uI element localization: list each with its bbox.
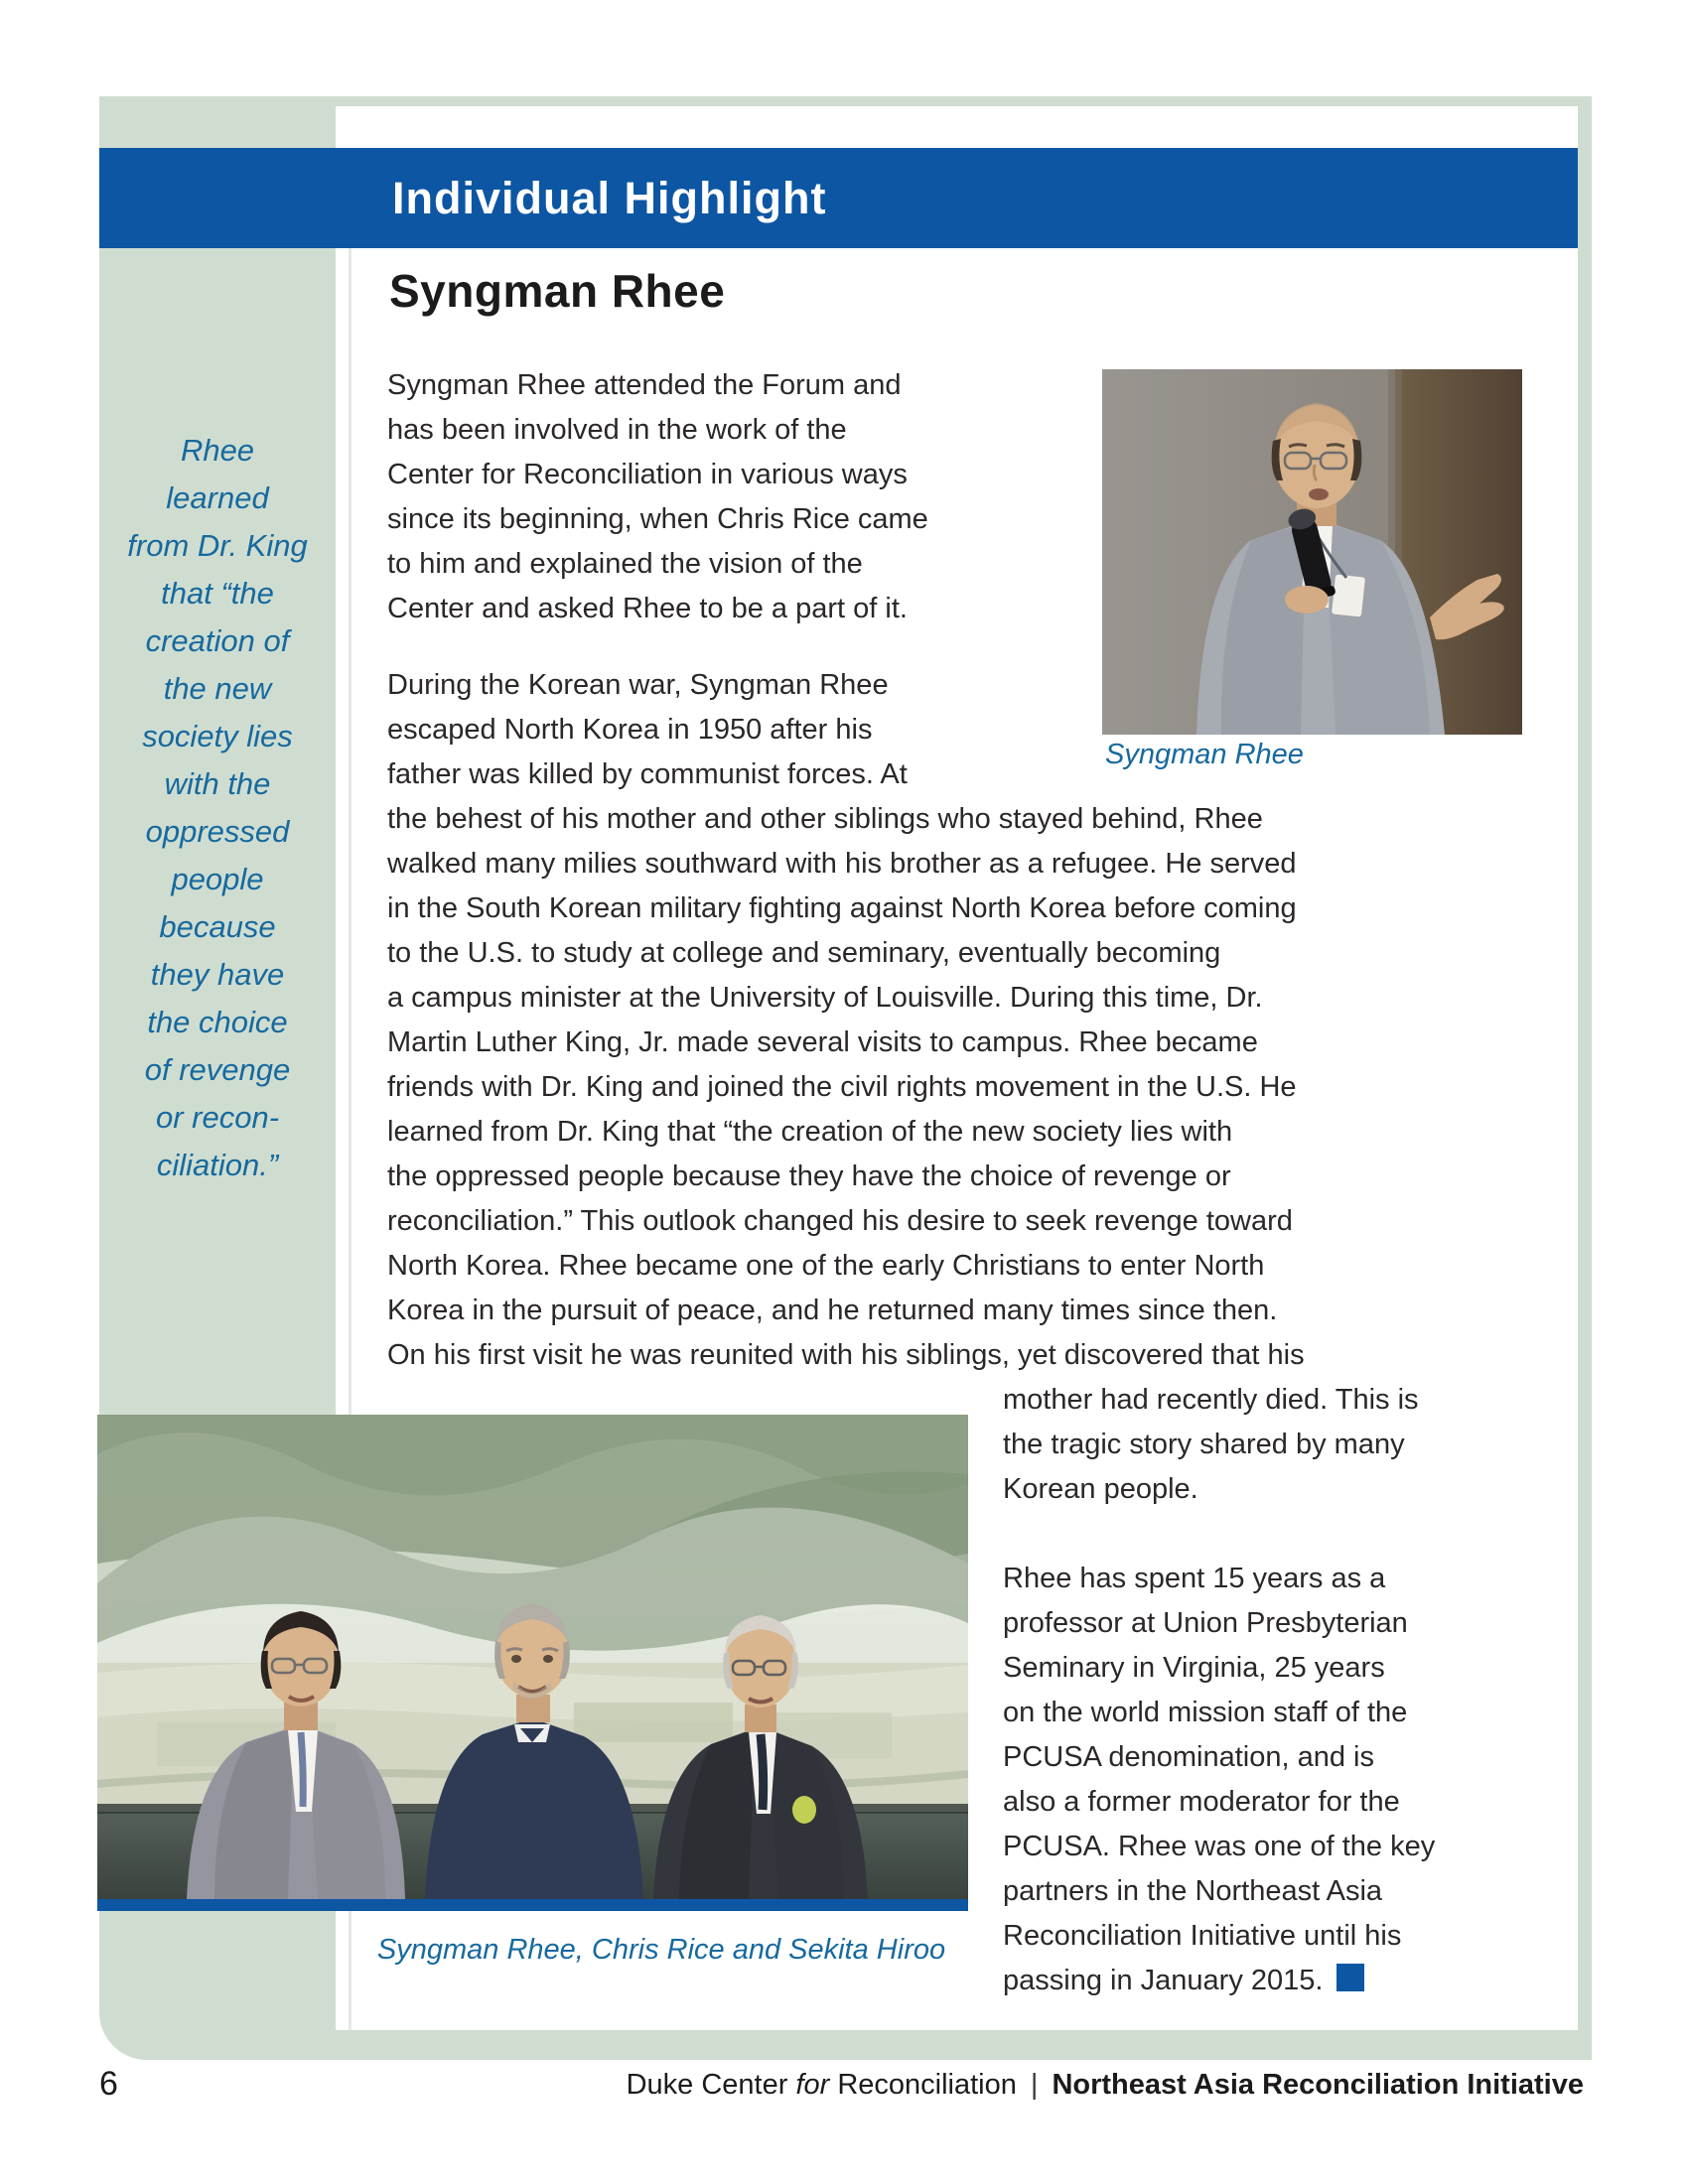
text-line: North Korea. Rhee became one of the early Christians to enter North — [387, 1250, 1265, 1282]
text-line: PCUSA. Rhee was one of the key — [1003, 1831, 1436, 1862]
text-line: has been involved in the work of the — [387, 414, 847, 446]
text-line: or recon- — [155, 1100, 280, 1135]
frame-top-strip — [336, 96, 1592, 106]
text-line: society lies — [142, 719, 293, 753]
frame-bottom-strip — [336, 2030, 1592, 2060]
footer-brand-post: Reconciliation — [829, 2069, 1017, 2101]
column-2-paragraph-1 — [1003, 1378, 1559, 1512]
section-header-bar — [99, 148, 1578, 248]
text-line: creation of — [145, 623, 290, 658]
text-line: the behest of his mother and other siblings who stayed behind, Rhee — [387, 803, 1263, 835]
text-line: a campus minister at the University of Louisville. During this time, Dr. — [387, 982, 1263, 1014]
end-mark-square — [1336, 1964, 1364, 1991]
text-line: Seminary in Virginia, 25 years — [1003, 1652, 1385, 1684]
text-line: because — [159, 909, 276, 944]
footer-separator: | — [1030, 2069, 1039, 2101]
text-line: the tragic story shared by many — [1003, 1429, 1405, 1460]
section-title: Individual Highlight — [392, 173, 827, 223]
text-line: the new — [163, 671, 272, 706]
footer-initiative: Northeast Asia Reconciliation Initiative — [1052, 2069, 1584, 2101]
text-line: friends with Dr. King and joined the civil rights movement in the U.S. He — [387, 1071, 1297, 1103]
page-number: 6 — [99, 2065, 118, 2103]
text-line: learned from Dr. King that “the creation of the new society lies with — [387, 1116, 1233, 1148]
group-photo-illustration — [97, 1415, 968, 1899]
text-line: mother had recently died. This is — [1003, 1384, 1419, 1416]
text-line: On his first visit he was reunited with his siblings, yet discovered that his — [387, 1339, 1305, 1371]
text-line: from Dr. King — [127, 528, 308, 563]
text-line: Center for Reconciliation in various ways — [387, 459, 908, 490]
frame-right-strip — [1578, 96, 1592, 2060]
text-line: Rhee — [180, 433, 255, 468]
footer-brand-for: for — [795, 2069, 830, 2101]
text-line: father was killed by communist forces. At — [387, 758, 908, 790]
photo-syngman-rhee-speaking — [1102, 369, 1522, 735]
text-line: walked many milies southward with his brother as a refugee. He served — [387, 848, 1297, 880]
paragraph-2-wide — [387, 797, 1578, 1378]
photo-caption-top: Syngman Rhee — [1105, 739, 1304, 770]
text-line: learned — [166, 480, 269, 515]
text-line: PCUSA denomination, and is — [1003, 1741, 1374, 1773]
photo-rhee-rice-hiroo — [97, 1415, 968, 1899]
text-line: people — [171, 862, 264, 896]
text-line: the oppressed people because they have the choice of revenge or — [387, 1160, 1231, 1192]
text-line: partners in the Northeast Asia — [1003, 1875, 1383, 1907]
text-line: they have — [150, 957, 285, 992]
paragraph-2-narrow — [387, 663, 1102, 797]
text-line: since its beginning, when Chris Rice came — [387, 503, 928, 535]
article-title: Syngman Rhee — [389, 265, 726, 317]
text-line: Reconciliation Initiative until his — [1003, 1920, 1402, 1952]
text-line: Syngman Rhee attended the Forum and — [387, 369, 902, 401]
text-line: Rhee has spent 15 years as a — [1003, 1563, 1386, 1594]
text-line: also a former moderator for the — [1003, 1786, 1400, 1818]
text-line: Korean people. — [1003, 1473, 1198, 1505]
footer-brand-pre: Duke Center — [626, 2069, 796, 2101]
text-line: Center and asked Rhee to be a part of it. — [387, 593, 908, 624]
text-line: Korea in the pursuit of peace, and he returned many times since then. — [387, 1295, 1278, 1326]
text-line: oppressed — [145, 814, 290, 849]
text-line: ciliation.” — [156, 1148, 279, 1182]
column-2-paragraph-2 — [1003, 1557, 1559, 1959]
speaker-photo-illustration — [1102, 369, 1522, 735]
footer-brand-line — [298, 2069, 1584, 2102]
photo-caption-bottom: Syngman Rhee, Chris Rice and Sekita Hiroo — [376, 1934, 946, 1966]
pull-quote — [99, 427, 336, 1189]
column-2-last-line — [1003, 1959, 1559, 2003]
paragraph-1 — [387, 363, 1102, 631]
text-line: that “the — [161, 576, 274, 611]
text-line: Martin Luther King, Jr. made several visits to campus. Rhee became — [387, 1026, 1258, 1058]
text-line: escaped North Korea in 1950 after his — [387, 714, 873, 746]
text-line: reconciliation.” This outlook changed his desire to seek revenge toward — [387, 1205, 1293, 1237]
text-line: to him and explained the vision of the — [387, 548, 863, 580]
text-line: professor at Union Presbyterian — [1003, 1607, 1408, 1639]
last-line-text: passing in January 2015. — [1003, 1965, 1324, 1996]
text-line: the choice — [147, 1005, 288, 1039]
text-line: to the U.S. to study at college and seminary, eventually becoming — [387, 937, 1221, 969]
text-line: with the — [164, 766, 271, 801]
photo-bottom-blue-rule — [97, 1899, 968, 1911]
text-line: in the South Korean military fighting against North Korea before coming — [387, 892, 1297, 924]
text-line: on the world mission staff of the — [1003, 1697, 1408, 1728]
text-line: During the Korean war, Syngman Rhee — [387, 669, 889, 701]
text-line: of revenge — [144, 1052, 291, 1087]
